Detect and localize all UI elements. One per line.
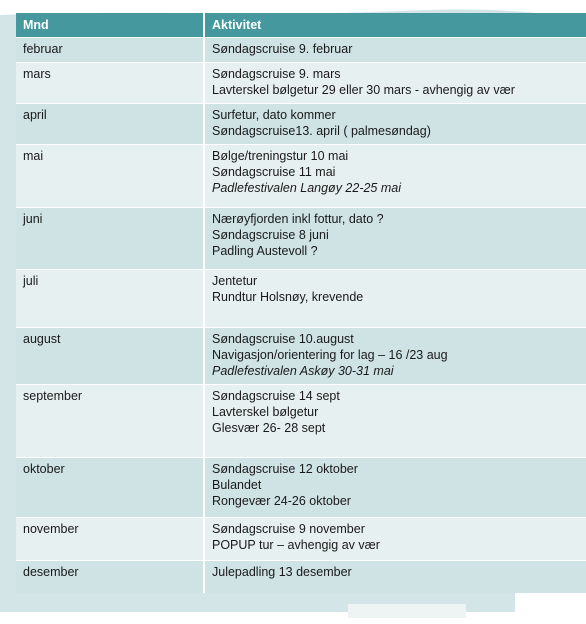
month-cell: desember — [16, 561, 204, 593]
activity-cell — [204, 561, 586, 593]
activity-cell — [204, 458, 586, 518]
month-cell: mai — [16, 145, 204, 208]
activity-cell — [204, 385, 586, 458]
decorative-footer-strip — [348, 604, 466, 618]
activity-cell — [204, 38, 586, 63]
activity-line: Søndagscruise 9. februar — [212, 42, 353, 56]
month-cell: mars — [16, 63, 204, 104]
activity-cell — [204, 328, 586, 385]
activity-line: Søndagscruise 12 oktober — [212, 462, 358, 476]
activity-line: Lavterskel bølgetur 29 eller 30 mars - avhengig av vær — [212, 83, 515, 97]
activity-line: Søndagscruise 14 sept — [212, 389, 340, 403]
activity-line: Søndagscruise 9 november — [212, 522, 365, 536]
activity-line: Nærøyfjorden inkl fottur, dato ? — [212, 212, 384, 226]
activity-schedule-table — [16, 13, 586, 593]
activity-line: Padlefestivalen Askøy 30-31 mai — [212, 364, 394, 378]
activity-cell — [204, 518, 586, 561]
activity-line: Bølge/treningstur 10 mai — [212, 149, 349, 163]
activity-line: POPUP tur – avhengig av vær — [212, 538, 380, 552]
month-cell: juli — [16, 270, 204, 328]
month-cell: februar — [16, 38, 204, 63]
activity-cell — [204, 270, 586, 328]
table-row — [16, 328, 586, 385]
activity-cell — [204, 63, 586, 104]
activity-line: Bulandet — [212, 478, 262, 492]
month-cell: april — [16, 104, 204, 145]
activity-line: Lavterskel bølgetur — [212, 405, 319, 419]
table-row — [16, 208, 586, 270]
activity-line: Søndagscruise 9. mars — [212, 67, 341, 81]
activity-line: Rongevær 24-26 oktober — [212, 494, 351, 508]
activity-line: Julepadling 13 desember — [212, 565, 352, 579]
table-row — [16, 63, 586, 104]
activity-column-header: Aktivitet — [204, 13, 586, 38]
activity-line: Søndagscruise13. april ( palmesøndag) — [212, 124, 431, 138]
month-cell: november — [16, 518, 204, 561]
table-row — [16, 561, 586, 593]
activity-cell — [204, 145, 586, 208]
table-row — [16, 518, 586, 561]
month-cell: juni — [16, 208, 204, 270]
activity-line: Padling Austevoll ? — [212, 244, 318, 258]
activity-cell — [204, 208, 586, 270]
table-row — [16, 104, 586, 145]
activity-line: Jentetur — [212, 274, 258, 288]
activity-line: Glesvær 26- 28 sept — [212, 421, 326, 435]
month-cell: september — [16, 385, 204, 458]
activity-line: Navigasjon/orientering for lag – 16 /23 aug — [212, 348, 448, 362]
activity-line: Surfetur, dato kommer — [212, 108, 336, 122]
activity-line: Søndagscruise 8 juni — [212, 228, 329, 242]
activity-cell — [204, 104, 586, 145]
activity-line: Søndagscruise 11 mai — [212, 165, 336, 179]
schedule-rows — [16, 38, 586, 593]
month-column-header: Mnd — [16, 13, 204, 38]
table-row — [16, 38, 586, 63]
header-row — [16, 13, 586, 38]
table-row — [16, 145, 586, 208]
activity-line: Søndagscruise 10.august — [212, 332, 354, 346]
table-row — [16, 385, 586, 458]
table-row — [16, 458, 586, 518]
month-cell: august — [16, 328, 204, 385]
table-row — [16, 270, 586, 328]
activity-line: Padlefestivalen Langøy 22-25 mai — [212, 181, 402, 195]
month-cell: oktober — [16, 458, 204, 518]
activity-line: Rundtur Holsnøy, krevende — [212, 290, 364, 304]
